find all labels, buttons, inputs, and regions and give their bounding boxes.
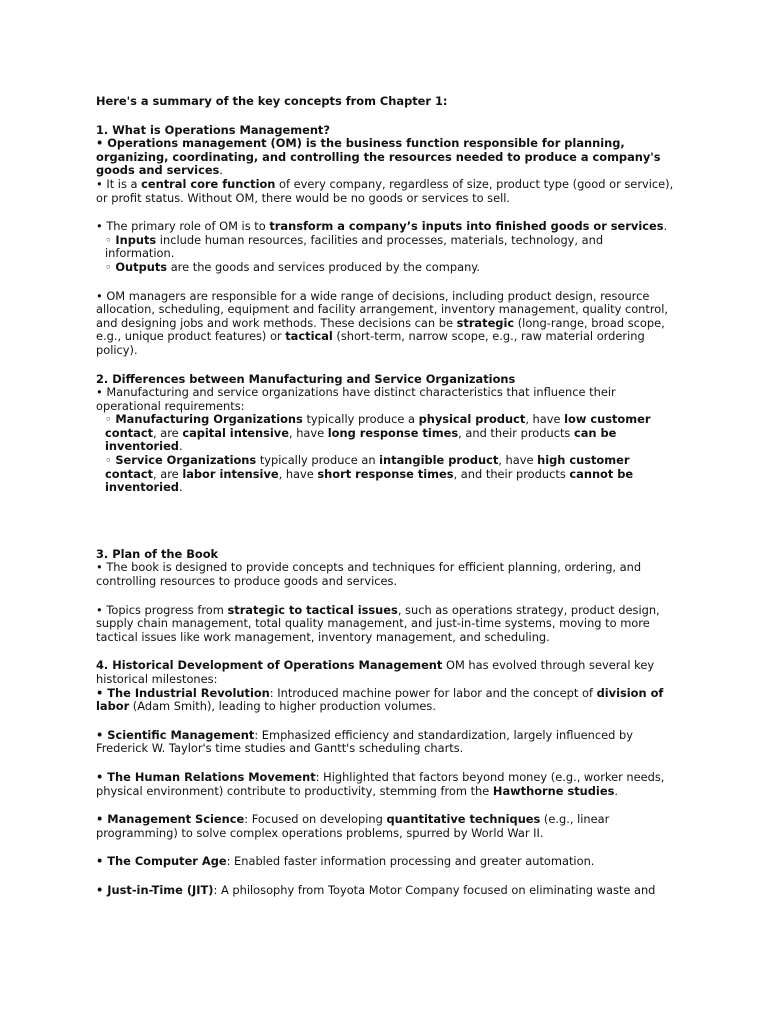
section-heading: 3. Plan of the Book bbox=[96, 546, 219, 561]
list-item: • Management Science: Focused on developing quantitative techniques (e.g., linear programming) to solve complex operations problems, spurred by World War II. bbox=[96, 812, 610, 840]
paragraph: • It is a central core function of every company, regardless of size, product type (good or service), or profit status. Without OM, there would be no goods or services to sell. bbox=[96, 176, 674, 205]
sub-bullet: ◦ Service Organizations typically produce an intangible product, have high customer contact, are labor intensive, have short response times, and their products cannot be inventoried. bbox=[105, 453, 634, 495]
section-4 bbox=[96, 659, 674, 897]
paragraph: • The primary role of OM is to transform a company’s inputs into finished goods or services. bbox=[96, 219, 668, 234]
document-body bbox=[96, 95, 674, 898]
paragraph: • Manufacturing and service organizations have distinct characteristics that influence their operational requirements: bbox=[96, 385, 616, 413]
section-heading: 1. What is Operations Management? bbox=[96, 122, 330, 137]
list-item: • Just-in-Time (JIT): A philosophy from Toyota Motor Company focused on eliminating waste and bbox=[96, 882, 656, 897]
section-2 bbox=[96, 373, 674, 495]
sub-bullet: ◦ Manufacturing Organizations typically produce a physical product, have low customer contact, are capital intensive, have long response times, and their products can be inventoried. bbox=[105, 412, 651, 454]
sub-bullet: ◦ Inputs include human resources, facilities and processes, materials, technology, and information. bbox=[105, 232, 604, 261]
sub-bullet: ◦ Outputs are the goods and services produced by the company. bbox=[105, 259, 481, 274]
paragraph: • Topics progress from strategic to tactical issues, such as operations strategy, product design, supply chain management, total quality management, and just-in-time systems, moving to more tactical issues like work management, inventory management, and scheduling. bbox=[96, 602, 660, 644]
paragraph: • Operations management (OM) is the business function responsible for planning, organizing, coordinating, and controlling the resources needed to produce a company's goods and services. bbox=[96, 136, 661, 178]
page-title: Here's a summary of the key concepts from Chapter 1: bbox=[96, 94, 448, 108]
section-3 bbox=[96, 548, 674, 645]
section-1 bbox=[96, 124, 674, 358]
section-heading: 2. Differences between Manufacturing and Service Organizations bbox=[96, 371, 516, 386]
list-item: • The Computer Age: Enabled faster information processing and greater automation. bbox=[96, 854, 595, 869]
section-heading: 4. Historical Development of Operations Management OM has evolved through several key historical milestones: bbox=[96, 658, 655, 686]
list-item: • Scientific Management: Emphasized efficiency and standardization, largely influenced by Frederick W. Taylor's time studies and Gantt's scheduling charts. bbox=[96, 727, 633, 756]
list-item: • The Industrial Revolution: Introduced machine power for labor and the concept of division of labor (Adam Smith), leading to higher production volumes. bbox=[96, 685, 664, 714]
list-item: • The Human Relations Movement: Highlighted that factors beyond money (e.g., worker needs, physical environment) contribute to productivity, stemming from the Hawthorne studies. bbox=[96, 769, 665, 798]
paragraph: • The book is designed to provide concepts and techniques for efficient planning, ordering, and controlling resources to produce goods and services. bbox=[96, 560, 642, 589]
paragraph: • OM managers are responsible for a wide range of decisions, including product design, resource allocation, scheduling, equipment and facility arrangement, inventory management, quality control, and designing jobs and work methods. These decisions can be strategic (long-range, broad scope, e.g., unique product features) or tactical (short-term, narrow scope, e.g., raw material ordering policy). bbox=[96, 288, 669, 357]
